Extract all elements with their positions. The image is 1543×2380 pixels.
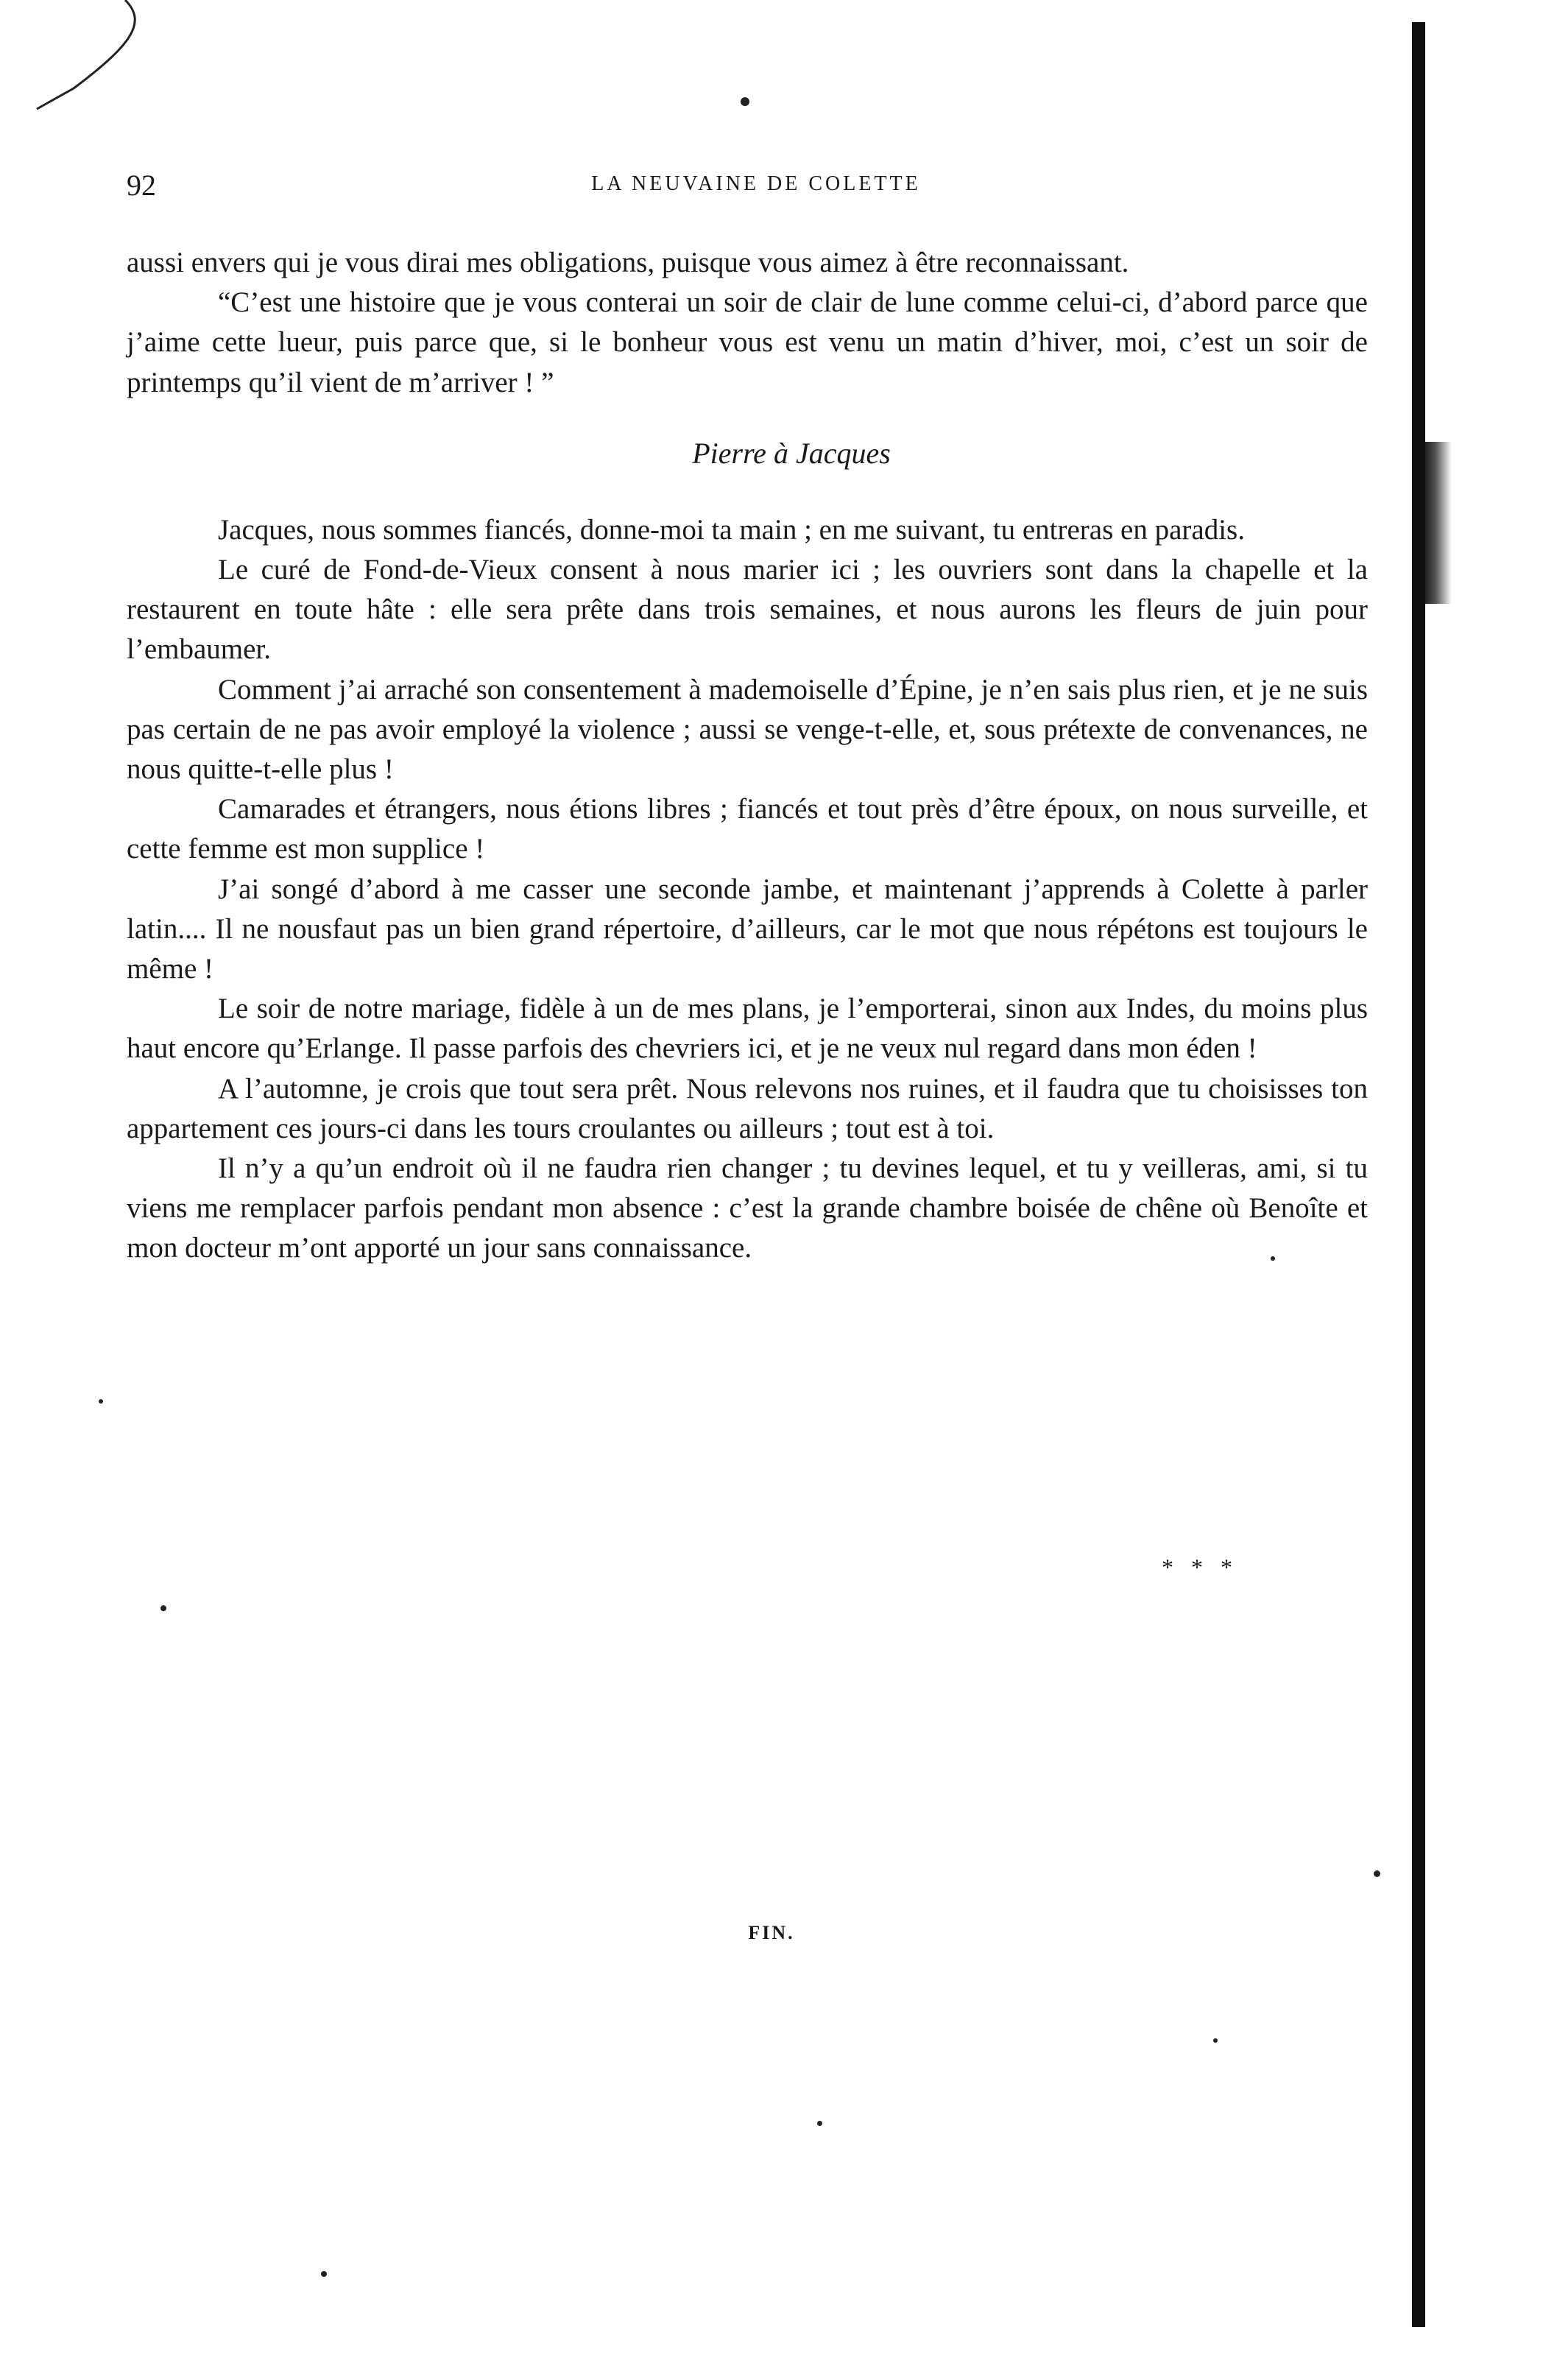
scan-mark	[29, 0, 162, 110]
paragraph: Comment j’ai arraché son consentement à mademoiselle d’Épine, je n’en sais plus rien, et je ne suis pas certain de ne pas avoir employé la violence ; aussi se venge-t-elle, et, sous prétexte de convenances, ne nous quitte-t-elle plus !	[127, 673, 1368, 786]
paragraph: Il n’y a qu’un endroit où il ne faudra rien changer ; tu devines lequel, et tu y veilleras, ami, si tu viens me remplacer parfois pendant mon absence : c’est la grande chambre boisée de chêne où Benoîte et mon docteur m’ont apporté un jour sans connaissance.	[127, 1152, 1368, 1264]
section-separator: * * *	[1162, 1554, 1238, 1580]
end-mark: FIN.	[748, 1922, 795, 1943]
page-binding-shadow	[1412, 22, 1425, 2327]
page-number: 92	[127, 169, 156, 202]
ink-speck	[817, 2121, 822, 2126]
paragraph: Le curé de Fond-de-Vieux consent à nous marier ici ; les ouvriers sont dans la chapelle et la restaurent en toute hâte : elle sera prête dans trois semaines, et nous aurons les fleurs de juin pour l’embaumer.	[127, 554, 1368, 666]
paragraph: Camarades et étrangers, nous étions libres ; fiancés et tout près d’être époux, on nous surveille, et cette femme est mon supplice !	[127, 793, 1368, 865]
ink-speck	[160, 1605, 166, 1611]
paragraph: “C’est une histoire que je vous conterai un soir de clair de lune comme celui-ci, d’abord parce que j’aime cette lueur, puis parce que, si le bonheur vous est venu un matin d’hiver, moi, c’est un soir de printemps qu’il vient de m’arriver ! ”	[127, 286, 1368, 398]
running-title: LA NEUVAINE DE COLETTE	[591, 172, 921, 195]
paragraph: A l’automne, je crois que tout sera prêt. Nous relevons nos ruines, et il faudra que tu choisisses ton appartement ces jours-ci dans les tours croulantes ou ailleurs ; tout est à toi.	[127, 1072, 1368, 1144]
running-head	[127, 168, 1385, 202]
body-text	[127, 243, 1368, 1269]
ink-speck	[741, 97, 749, 106]
ink-speck	[321, 2271, 327, 2277]
paragraph: J’ai songé d’abord à me casser une seconde jambe, et maintenant j’apprends à Colette à parler latin.... Il ne nousfaut pas un bien grand répertoire, d’ailleurs, car le mot que nous répétons est toujours le même !	[127, 873, 1368, 985]
page-binding-shadow-curve	[1425, 442, 1452, 604]
section-heading: Pierre à Jacques	[692, 436, 891, 470]
paragraph: Jacques, nous sommes fiancés, donne-moi ta main ; en me suivant, tu entreras en paradis.	[218, 513, 1245, 546]
ink-speck	[99, 1399, 103, 1404]
ink-speck	[1374, 1870, 1380, 1877]
paragraph: Le soir de notre mariage, fidèle à un de mes plans, je l’emporterai, sinon aux Indes, du moins plus haut encore qu’Erlange. Il passe parfois des chevriers ici, et je ne veux nul regard dans mon éden !	[127, 993, 1368, 1065]
paragraph: aussi envers qui je vous dirai mes obligations, puisque vous aimez à être reconnaissant.	[127, 247, 1129, 278]
ink-speck	[1213, 2038, 1218, 2043]
